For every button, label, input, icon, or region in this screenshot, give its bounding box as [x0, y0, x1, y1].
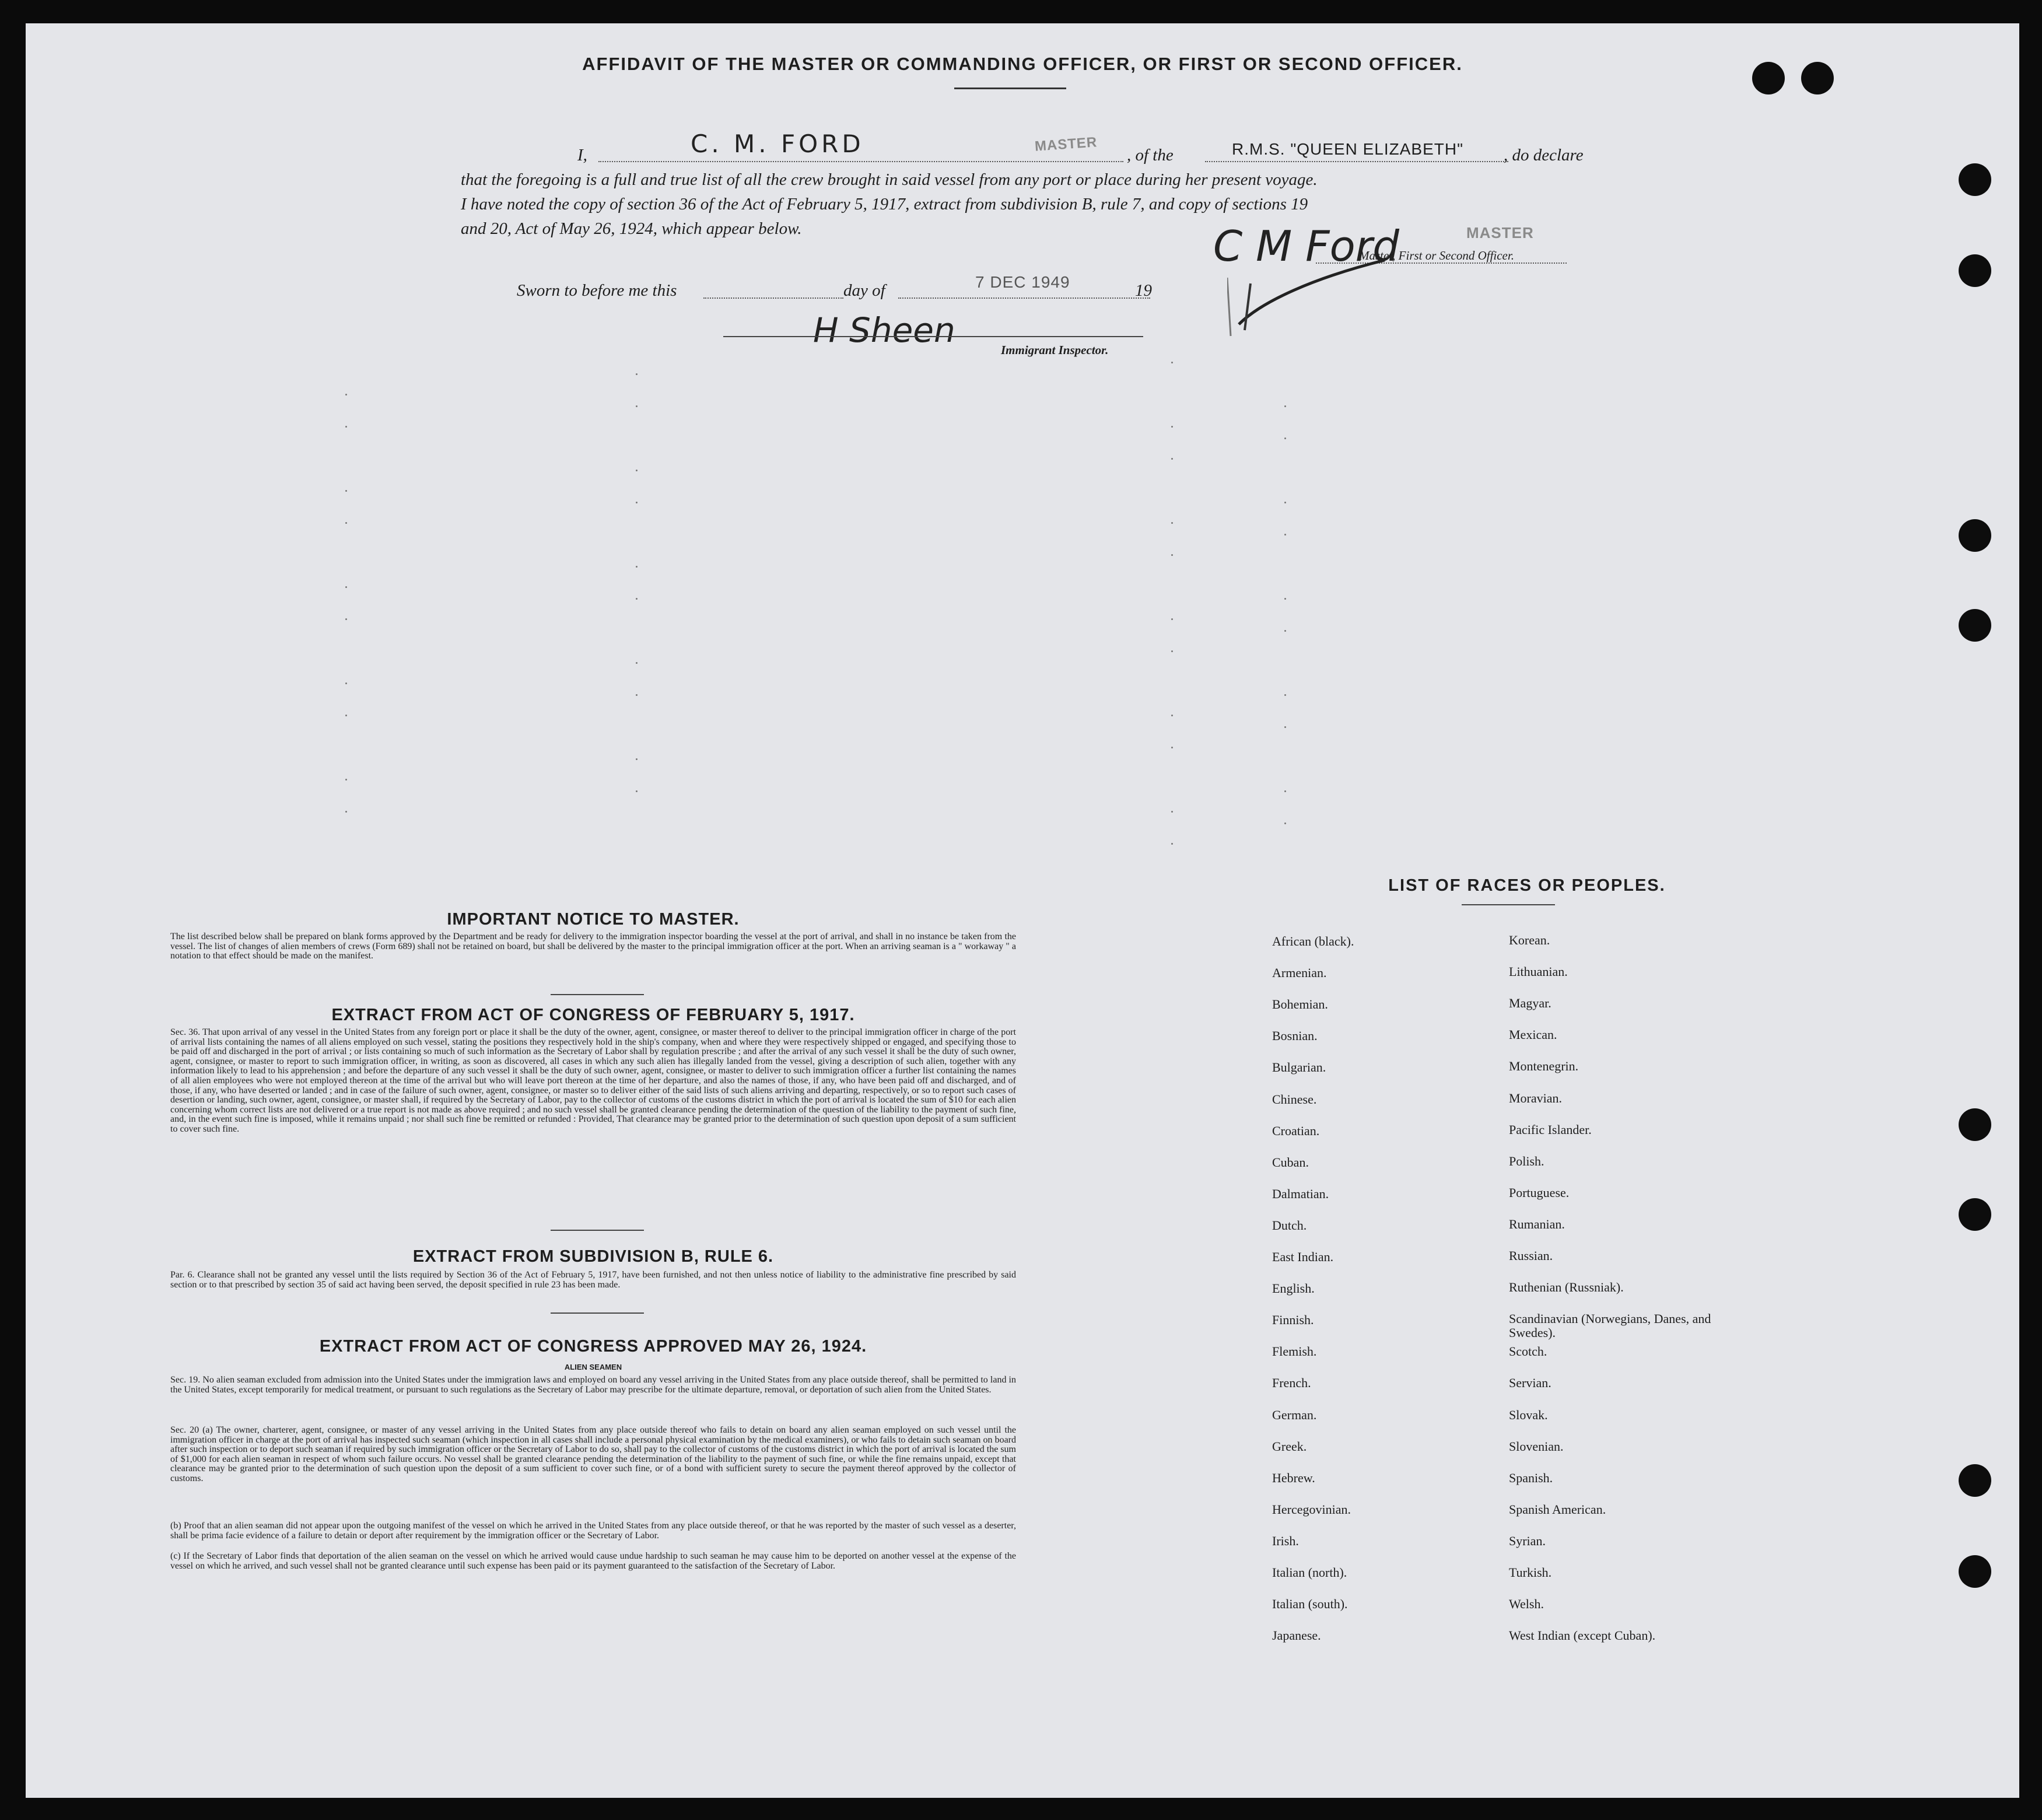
- race-item: Portuguese.: [1509, 1185, 1570, 1200]
- race-item: Korean.: [1509, 933, 1550, 947]
- guide-dot: [1284, 502, 1286, 503]
- race-item: German.: [1272, 1407, 1317, 1422]
- guide-dot: [1284, 405, 1286, 407]
- race-item: Armenian.: [1272, 965, 1327, 981]
- binder-hole: [1752, 62, 1785, 94]
- extract-1924-title: EXTRACT FROM ACT OF CONGRESS APPROVED MAY 26, 1924.: [319, 1337, 867, 1356]
- sec20c-text: (c) If the Secretary of Labor finds that deportation of the alien seaman on the vessel on which he arrived would cause undue hardship to such seaman he may cause him to be deported on another vessel at the expense of the vessel on which he arrived, and such vessel shall not be granted clearance until such expense has been paid or its payment guaranteed to the satisfaction of the Secretary of Labor.: [170, 1551, 1016, 1571]
- binder-hole: [1959, 1555, 1991, 1588]
- vessel-name: R.M.S. "QUEEN ELIZABETH": [1232, 140, 1464, 158]
- race-item: Slovak.: [1509, 1407, 1548, 1422]
- race-item: French.: [1272, 1376, 1311, 1391]
- race-item: African (black).: [1272, 934, 1354, 949]
- guide-dot: [636, 662, 638, 664]
- guide-dot: [345, 682, 347, 684]
- race-item: Dutch.: [1272, 1217, 1307, 1233]
- guide-dot: [636, 502, 638, 503]
- race-item: Welsh.: [1509, 1597, 1544, 1612]
- race-item: Spanish American.: [1509, 1502, 1606, 1517]
- signature-caption: Master, First or Second Officer.: [1359, 249, 1514, 262]
- race-item: Dalmatian.: [1272, 1186, 1329, 1201]
- race-item: Scotch.: [1509, 1344, 1547, 1359]
- race-item: Italian (north).: [1272, 1565, 1347, 1580]
- sworn-day-line: [703, 298, 843, 299]
- race-item: Mexican.: [1509, 1027, 1557, 1042]
- guide-dot: [1284, 726, 1286, 728]
- race-item: Scandinavian (Norwegians, Danes, and Swedes).: [1509, 1311, 1711, 1340]
- divider-3: [551, 1312, 644, 1314]
- race-item: Spanish.: [1509, 1470, 1553, 1485]
- date-stamp: 7 DEC 1949: [975, 273, 1070, 291]
- race-item: Greek.: [1272, 1438, 1307, 1454]
- affidavit-line-2: that the foregoing is a full and true list of all the crew brought in said vessel from any port or place during her present voyage.: [461, 170, 1318, 189]
- races-title: LIST OF RACES OR PEOPLES.: [1388, 876, 1666, 895]
- sworn-day-of: day of: [843, 281, 885, 300]
- rule6-title: EXTRACT FROM SUBDIVISION B, RULE 6.: [412, 1247, 774, 1266]
- race-item: English.: [1272, 1281, 1315, 1296]
- guide-dot: [345, 522, 347, 524]
- affidavit-title: AFFIDAVIT OF THE MASTER OR COMMANDING OFFICER, OR FIRST OR SECOND OFFICER.: [582, 54, 1463, 74]
- binder-hole: [1959, 163, 1991, 196]
- of-the-text: , of the: [1127, 146, 1174, 164]
- race-item: Turkish.: [1509, 1565, 1552, 1580]
- guide-dot: [1171, 618, 1173, 620]
- race-item: Chinese.: [1272, 1091, 1317, 1107]
- race-item: Finnish.: [1272, 1312, 1314, 1328]
- race-item: Servian.: [1509, 1376, 1551, 1391]
- races-underline: [1462, 904, 1555, 905]
- guide-dot: [1171, 747, 1173, 748]
- guide-dot: [345, 394, 347, 396]
- race-item: Bulgarian.: [1272, 1060, 1326, 1075]
- rule6-body: Par. 6. Clearance shall not be granted any vessel until the lists required by Section 36 of the Act of February 5, 1917, have been furnished, and not then unless notice of liability to the administrative fine prescribed by said section or to that prescribed by section 35 of said act having been served, the deposit specified in rule 23 has been made.: [170, 1270, 1016, 1290]
- guide-dot: [636, 758, 638, 760]
- binder-hole: [1959, 1198, 1991, 1231]
- binder-hole: [1959, 254, 1991, 287]
- guide-dot: [636, 373, 638, 375]
- race-item: Rumanian.: [1509, 1216, 1565, 1231]
- guide-dot: [1284, 630, 1286, 632]
- sec19-text: Sec. 19. No alien seaman excluded from admission into the United States under the immigration laws and employed on board any vessel arriving in the United States from any place outside thereof, shall be permitted to land in the United States, except temporarily for medical treatment, or pursuant to such regulations as the Secretary of Labor may prescribe for the ultimate departure, removal, or deportation of such alien from the United States.: [170, 1375, 1016, 1395]
- sworn-year: 19: [1135, 281, 1152, 300]
- guide-dot: [1284, 790, 1286, 792]
- signature-stamp: MASTER: [1466, 224, 1534, 242]
- guide-dot: [1171, 843, 1173, 845]
- guide-dot: [1171, 650, 1173, 652]
- master-name-handwritten: C. M. FORD: [691, 130, 864, 158]
- guide-dot: [345, 779, 347, 780]
- race-item: Montenegrin.: [1509, 1059, 1579, 1074]
- sworn-date-line: [898, 298, 1150, 299]
- guide-dot: [636, 598, 638, 600]
- notice-title: IMPORTANT NOTICE TO MASTER.: [447, 910, 740, 929]
- sec20a-text: Sec. 20 (a) The owner, charterer, agent, consignee, or master of any vessel arriving in the United States from any place outside thereof who fails to detain on board any alien seaman employed on such vessel until the immigration officer in charge at the port of arrival has inspected such seaman (which inspection in all cases shall include a personal physical examination by the medical examiners), or who fails to detain such seaman on board after such inspection or to deport such seaman if required by such immigration officer or the Secretary of Labor to do so, shall pay to the collector of customs of the customs district in which the port of arrival is located the sum of $1,000 for each alien seaman in respect of whom such failure occurs. No vessel shall be granted clearance pending the determination of the liability to the payment of such fine, or while the fine remains unpaid, except that clearance may be granted prior to the determination of such question upon the deposit of a sum sufficient to cover such fine, or of a bond with sufficient surety to secure the payment thereof approved by the collector of customs.: [170, 1425, 1016, 1483]
- race-item: Bohemian.: [1272, 997, 1328, 1012]
- race-item: Lithuanian.: [1509, 964, 1568, 979]
- affidavit-line-4: and 20, Act of May 26, 1924, which appear below.: [461, 219, 802, 238]
- race-item: Syrian.: [1509, 1533, 1546, 1548]
- guide-dot: [1171, 522, 1173, 524]
- race-item: Polish.: [1509, 1153, 1544, 1168]
- inspector-caption: Immigrant Inspector.: [1001, 343, 1109, 357]
- extract-1917-title: EXTRACT FROM ACT OF CONGRESS OF FEBRUARY 5, 1917.: [331, 1006, 855, 1024]
- guide-dot: [636, 405, 638, 407]
- sec20b-text: (b) Proof that an alien seaman did not appear upon the outgoing manifest of the vessel on which he arrived in the United States from any place outside thereof, or that he was reported by the master of such vessel as a deserter, shall be prima facie evidence of a failure to detain or deport after requirement by the immigration officer or the Secretary of Labor.: [170, 1521, 1016, 1541]
- guide-dot: [1284, 438, 1286, 439]
- race-item: Pacific Islander.: [1509, 1122, 1592, 1137]
- race-item: Hercegovinian.: [1272, 1502, 1351, 1517]
- race-item: Bosnian.: [1272, 1028, 1318, 1044]
- guide-dot: [636, 566, 638, 568]
- guide-dot: [345, 715, 347, 716]
- race-item: Moravian.: [1509, 1090, 1563, 1105]
- race-item: Italian (south).: [1272, 1597, 1348, 1612]
- binder-hole: [1959, 1464, 1991, 1497]
- binder-hole: [1801, 62, 1834, 94]
- master-signature: C M Ford: [1213, 222, 1399, 271]
- vessel-line: [1205, 161, 1508, 162]
- guide-dot: [1171, 811, 1173, 813]
- guide-dot: [1171, 715, 1173, 716]
- master-stamp: MASTER: [1034, 134, 1098, 155]
- guide-dot: [1284, 694, 1286, 696]
- guide-dot: [636, 694, 638, 696]
- guide-dot: [1171, 554, 1173, 556]
- do-declare-text: , do declare: [1504, 146, 1584, 164]
- guide-dot: [345, 618, 347, 620]
- race-item: Croatian.: [1272, 1123, 1320, 1138]
- race-item: Flemish.: [1272, 1344, 1317, 1359]
- affidavit-i: I,: [577, 146, 587, 164]
- guide-dot: [636, 470, 638, 471]
- inspector-signature: H Sheen: [813, 310, 955, 350]
- alien-seamen-subtitle: ALIEN SEAMEN: [564, 1363, 622, 1371]
- binder-hole: [1959, 609, 1991, 642]
- title-underline: [954, 88, 1066, 89]
- guide-dot: [1284, 598, 1286, 600]
- guide-dot: [636, 790, 638, 792]
- guide-dot: [1171, 458, 1173, 460]
- guide-dot: [1171, 362, 1173, 363]
- race-item: Japanese.: [1272, 1628, 1321, 1643]
- inspector-line: [723, 336, 1143, 337]
- guide-dot: [1171, 426, 1173, 428]
- race-item: East Indian.: [1272, 1250, 1334, 1264]
- sworn-prefix: Sworn to before me this: [517, 281, 677, 300]
- race-item: Cuban.: [1272, 1154, 1309, 1170]
- signature-flourish: [1227, 254, 1390, 342]
- binder-hole: [1959, 519, 1991, 552]
- guide-dot: [1284, 822, 1286, 824]
- guide-dot: [1284, 534, 1286, 536]
- race-item: Slovenian.: [1509, 1438, 1564, 1454]
- race-item: Ruthenian (Russniak).: [1509, 1280, 1624, 1295]
- divider-2: [551, 1230, 644, 1231]
- master-name-line: [598, 161, 1123, 162]
- divider-1: [551, 994, 644, 995]
- race-item: Magyar.: [1509, 996, 1551, 1011]
- race-item: Russian.: [1509, 1248, 1553, 1263]
- affidavit-line-3: I have noted the copy of section 36 of the Act of February 5, 1917, extract from subdivision B, rule 7, and copy of sections 19: [461, 195, 1308, 214]
- extract-1917-body: Sec. 36. That upon arrival of any vessel in the United States from any foreign port or place it shall be the duty of the owner, agent, consignee, or master thereof to deliver to the principal immigration officer in charge of the port of arrival lists containing the names of all aliens employed on such vessel, stating the positions they respectively hold in the ship's company, when and where they were respectively shipped or engaged, and specifying those to be paid off and discharged in the port of arrival ; or lists containing so much of such information as the Secretary of Labor shall by regulation prescribe ; and after the arrival of any such vessel it shall be the duty of such owner, agent, consignee, or master to report to such immigration officer, in writing, as soon as discovered, all cases in which any such alien has illegally landed from the vessel, giving a description of such alien, together with any information likely to lead to his apprehension ; and before the departure of any such vessel it shall be the duty of such owner, agent, consignee, or master to deliver to such immigration officer a further list containing the names of all alien employees who were not employed thereon at the time of the arrival but who will leave port thereon at the time of her departure, and also the names of those, if any, who have been paid off and discharged, and of those, if any, who have deserted or landed ; and in case of the failure of such owner, agent, consignee, or master so to deliver either of the said lists of such aliens arriving and departing, respectively, or so to report such cases of desertion or landing, such owner, agent, consignee, or master shall, if required by the Secretary of Labor, pay to the collector of customs of the customs district in which the port of arrival is located the sum of $10 for each alien concerning whom correct lists are not delivered or a true report is not made as above required ; and no such vessel shall be granted clearance pending the determination of the question of the liability to the payment of such fine, and, in the event such fine is imposed, while it remains unpaid ; nor shall such fine be remitted or refunded : Provided, That clearance may be granted prior to the determination of such question upon deposit of a sum sufficient to cover such fine.: [170, 1027, 1016, 1134]
- guide-dot: [345, 811, 347, 813]
- guide-dot: [345, 426, 347, 428]
- binder-hole: [1959, 1108, 1991, 1141]
- race-item: Hebrew.: [1272, 1470, 1315, 1485]
- race-item: West Indian (except Cuban).: [1509, 1628, 1656, 1643]
- race-item: Irish.: [1272, 1533, 1299, 1548]
- guide-dot: [345, 586, 347, 588]
- manifest-page: [26, 23, 2019, 1798]
- notice-body: The list described below shall be prepared on blank forms approved by the Department and be ready for delivery to the immigration inspector boarding the vessel at the port of arrival, and shall in no instance be taken from the vessel. The list of changes of alien members of crews (Form 689) shall not be retained on board, but shall be delivered by the master to the principal immigration officer at the port. When an arriving seaman is a " workaway " a notation to that effect should be made on the manifest.: [170, 932, 1016, 961]
- guide-dot: [345, 490, 347, 492]
